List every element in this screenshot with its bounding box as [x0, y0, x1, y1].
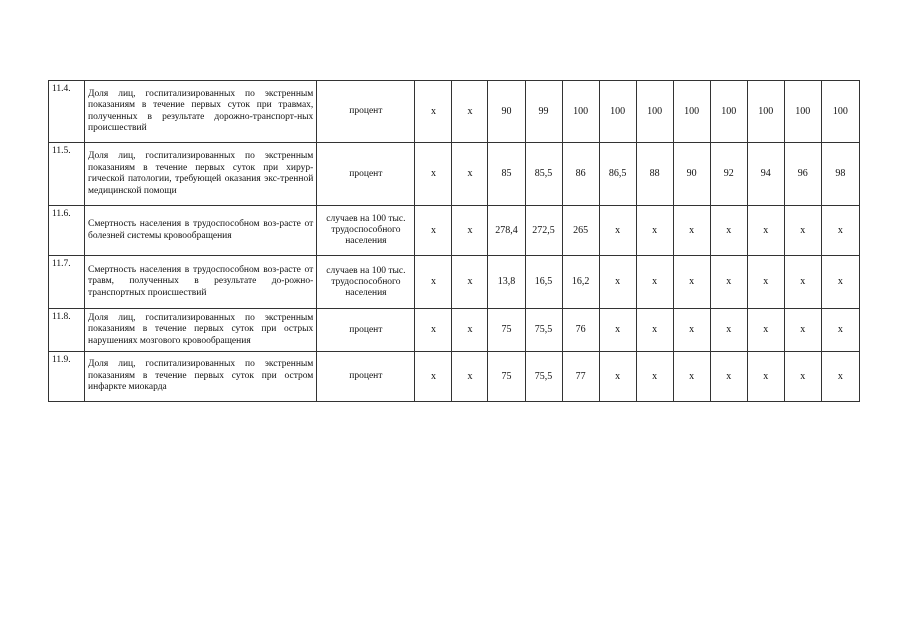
value-cell: x [452, 143, 488, 206]
value-cell: x [599, 256, 636, 309]
row-unit: процент [317, 143, 415, 206]
value-cell: 100 [673, 81, 710, 143]
table-row [49, 81, 860, 143]
value-cell: x [710, 256, 747, 309]
value-cell: 265 [562, 206, 599, 256]
value-cell: 100 [784, 81, 821, 143]
value-cell: 85 [488, 143, 525, 206]
row-number: 11.8. [49, 309, 85, 352]
row-unit: случаев на 100 тыс. трудоспособного населения [317, 206, 415, 256]
indicators-table-body [49, 81, 860, 402]
value-cell: x [747, 309, 784, 352]
row-unit: случаев на 100 тыс. трудоспособного населения [317, 256, 415, 309]
value-cell: x [452, 309, 488, 352]
value-cell: 76 [562, 309, 599, 352]
value-cell: 88 [636, 143, 673, 206]
row-unit: процент [317, 309, 415, 352]
row-description: Доля лиц, госпитализированных по экстренным показаниям в течение первых суток при хирур-гической патологии, требующей оказания экс-тренной медицинской помощи [85, 143, 317, 206]
value-cell: 100 [710, 81, 747, 143]
value-cell: 92 [710, 143, 747, 206]
value-cell: x [636, 352, 673, 402]
row-number: 11.6. [49, 206, 85, 256]
value-cell: x [452, 81, 488, 143]
row-description: Доля лиц, госпитализированных по экстренным показаниям в течение первых суток при острых нарушениях мозгового кровообращения [85, 309, 317, 352]
row-number: 11.4. [49, 81, 85, 143]
value-cell: x [452, 256, 488, 309]
value-cell: 85,5 [525, 143, 562, 206]
value-cell: x [599, 352, 636, 402]
value-cell: x [747, 256, 784, 309]
row-number: 11.7. [49, 256, 85, 309]
value-cell: x [673, 309, 710, 352]
value-cell: x [452, 206, 488, 256]
value-cell: x [710, 352, 747, 402]
value-cell: 75 [488, 309, 525, 352]
table-row [49, 143, 860, 206]
table-row [49, 256, 860, 309]
value-cell: 75,5 [525, 309, 562, 352]
value-cell: 98 [821, 143, 859, 206]
value-cell: 90 [673, 143, 710, 206]
value-cell: 272,5 [525, 206, 562, 256]
value-cell: x [673, 206, 710, 256]
value-cell: 75 [488, 352, 525, 402]
value-cell: x [673, 352, 710, 402]
value-cell: 278,4 [488, 206, 525, 256]
row-number: 11.5. [49, 143, 85, 206]
value-cell: x [821, 256, 859, 309]
value-cell: x [636, 256, 673, 309]
value-cell: 86 [562, 143, 599, 206]
value-cell: x [784, 352, 821, 402]
value-cell: 100 [747, 81, 784, 143]
value-cell: x [784, 206, 821, 256]
value-cell: 90 [488, 81, 525, 143]
value-cell: x [636, 309, 673, 352]
value-cell: 86,5 [599, 143, 636, 206]
value-cell: 99 [525, 81, 562, 143]
row-description: Доля лиц, госпитализированных по экстренным показаниям в течение первых суток при остром инфаркте миокарда [85, 352, 317, 402]
value-cell: x [452, 352, 488, 402]
value-cell: 77 [562, 352, 599, 402]
value-cell: x [784, 309, 821, 352]
value-cell: x [821, 206, 859, 256]
value-cell: 16,2 [562, 256, 599, 309]
value-cell: x [821, 309, 859, 352]
value-cell: 100 [562, 81, 599, 143]
value-cell: x [710, 309, 747, 352]
value-cell: x [415, 256, 452, 309]
row-number: 11.9. [49, 352, 85, 402]
value-cell: x [710, 206, 747, 256]
value-cell: x [599, 309, 636, 352]
value-cell: 100 [636, 81, 673, 143]
value-cell: x [784, 256, 821, 309]
value-cell: 75,5 [525, 352, 562, 402]
value-cell: x [415, 143, 452, 206]
value-cell: 13,8 [488, 256, 525, 309]
value-cell: x [415, 352, 452, 402]
value-cell: x [415, 81, 452, 143]
value-cell: x [636, 206, 673, 256]
value-cell: x [599, 206, 636, 256]
table-row [49, 206, 860, 256]
value-cell: x [747, 352, 784, 402]
row-unit: процент [317, 352, 415, 402]
row-description: Доля лиц, госпитализированных по экстренным показаниям в течение первых суток при травмах, полученных в результате дорожно-транспорт-ных происшествий [85, 81, 317, 143]
value-cell: 100 [821, 81, 859, 143]
table-row [49, 309, 860, 352]
value-cell: x [415, 309, 452, 352]
value-cell: x [821, 352, 859, 402]
table-row [49, 352, 860, 402]
value-cell: x [415, 206, 452, 256]
value-cell: 94 [747, 143, 784, 206]
row-description: Смертность населения в трудоспособном воз-расте от болезней системы кровообращения [85, 206, 317, 256]
value-cell: 100 [599, 81, 636, 143]
row-description: Смертность населения в трудоспособном воз-расте от травм, полученных в результате до-рожно-транспортных происшествий [85, 256, 317, 309]
value-cell: x [673, 256, 710, 309]
value-cell: 96 [784, 143, 821, 206]
value-cell: 16,5 [525, 256, 562, 309]
row-unit: процент [317, 81, 415, 143]
indicators-table [48, 80, 860, 402]
value-cell: x [747, 206, 784, 256]
